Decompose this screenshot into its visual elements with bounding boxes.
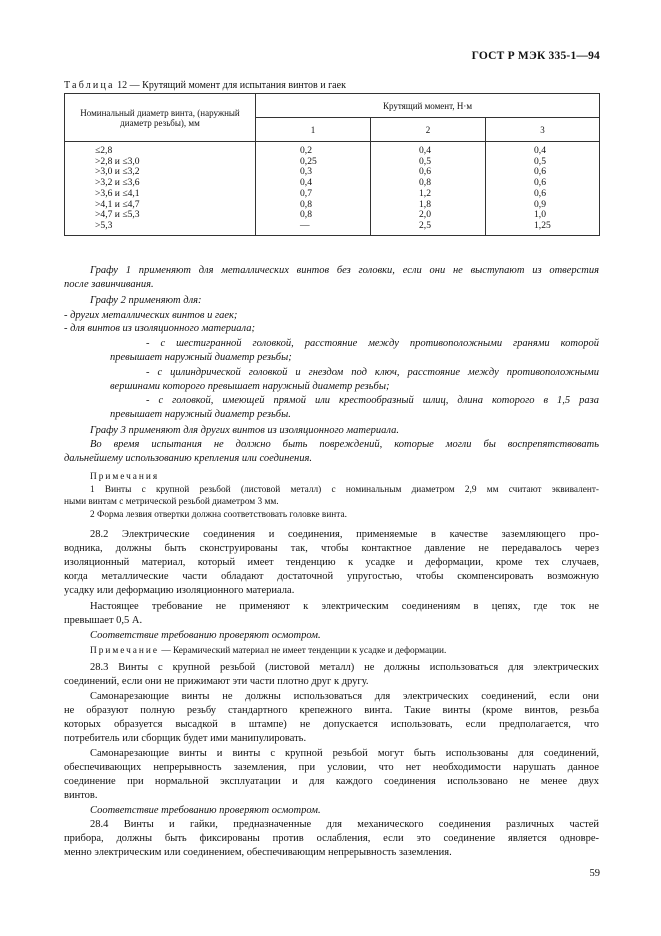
table-cell: 0,4 [419,145,431,156]
paragraph-text: когда металлические части обладают достаточной упругостью, чтобы скомпенсировать возможную [64,571,599,582]
paragraph-text: не образуют полную резьбу стандартного крепежного винта. Такие винты (кроме винтов, резьба [64,705,599,716]
note-body: — Керамический материал не имеет тенденции к усадке и деформации. [161,646,447,656]
table-cell: 0,6 [534,166,546,178]
table-cell: 0,4 [300,177,312,189]
note-text: 2 Форма лезвия отвертки должна соответствовать головке винта. [90,510,347,520]
list-item: превышает наружный диаметр резьбы; [110,352,292,363]
table-cell: 0,25 [300,155,317,167]
note-text: 1 Винты с крупной резьбой (листовой металл) с номинальным диаметром 2,9 мм считают эквивалент- [90,485,599,495]
table-cell: 1,2 [419,187,431,199]
column-diameter [65,142,256,236]
paragraph-text: Соответствие требованию проверяют осмотром. [90,630,321,641]
paragraph-text: обеспечивающих непрерывность заземления, при условии, что нет необходимости нарушать данное [64,762,599,773]
table-caption-word: Таблица [64,80,115,91]
table-cell: 0,8 [419,177,431,189]
paragraph-text: водника, должны быть сконструированы так, чтобы контактное давление не передавалось через [64,543,599,554]
table-cell: >3,0 и ≤3,2 [95,166,140,178]
note-text: ными винтам с метрической резьбой диаметром 3 мм. [64,497,279,507]
paragraph-text: прибора, должны быть фиксированы против ослабления, если это соединение является одновре- [64,833,599,844]
table-cell: 1,0 [534,209,546,221]
paragraph-text: соединение при нормальной эксплуатации и для каждого соединения использовано не менее двух [64,776,599,787]
table-cell: 2,5 [419,219,431,231]
paragraph-text: усадку или деформацию изоляционного материала. [64,585,295,596]
table-cell: 0,2 [300,145,312,156]
table-cell: 0,4 [534,145,546,156]
paragraph-text: после завинчивания. [64,279,154,290]
table-cell: >3,2 и ≤3,6 [95,177,140,189]
paragraph-text: Графу 3 применяют для других винтов из изоляционного материала. [90,425,399,436]
table-cell: 1,8 [419,198,431,210]
header-col-1: 1 [256,118,371,142]
table-cell: >2,8 и ≤3,0 [95,155,140,167]
paragraph-text: менно электрическим или соединением, обеспечивающим непрерывность заземления. [64,847,452,858]
table-cell: — [300,219,310,231]
table-cell: 0,6 [534,177,546,189]
table-cell: 0,6 [419,166,431,178]
paragraph-text: соединений, если они не прижимают эти части плотно друг к другу. [64,676,369,687]
paragraph-text: 28.2 Электрические соединения и соединения, применяемые в качестве заземляющего про- [90,529,599,540]
list-item: - с головкой, имеющей прямой или крестообразный шлиц, длина которого в 1,5 раза [146,395,599,406]
table-cell: >4,7 и ≤5,3 [95,209,140,221]
list-item: превышает наружный диаметр резьбы. [110,409,291,420]
header-col-2: 2 [371,118,486,142]
table-cell: >5,3 [95,219,113,231]
paragraph-text: 28.3 Винты с крупной резьбой (листовой металл) не должны использоваться для электрических [90,662,599,673]
paragraph-text: потребитель или сборщик будет ими манипулировать. [64,733,307,744]
document-header: ГОСТ Р МЭК 335-1—94 [471,50,600,62]
table-caption [64,80,346,91]
note-word: Примечание [90,646,159,656]
paragraph-text: 28.4 Винты и гайки, предназначенные для механического соединения различных частей [90,819,599,830]
paragraph-text: винтов. [64,790,98,801]
column-torque-3 [486,142,600,236]
torque-table [64,93,600,236]
list-item: - с цилиндрической головкой и гнездом под ключ, расстояние между противоположными [146,367,599,378]
header-nominal-diameter: Номинальный диаметр винта, (наружный диаметр резьбы), мм [65,94,256,142]
table-cell: >4,1 и ≤4,7 [95,198,140,210]
table-cell: ≤2,8 [95,145,113,156]
list-item: - с шестигранной головкой, расстояние между противоположными гранями которой [146,338,599,349]
table-cell: >3,6 и ≤4,1 [95,187,140,199]
column-torque-1 [256,142,371,236]
table-cell: 0,5 [534,155,546,167]
table-cell: 0,7 [300,187,312,199]
paragraph-text: Во время испытания не должно быть повреждений, которые могли бы воспрепятствовать [90,439,599,450]
table-cell: 0,5 [419,155,431,167]
table-cell: 0,6 [534,187,546,199]
page-number: 59 [589,868,600,879]
paragraph-text: Графу 1 применяют для металлических винтов без головки, если они не выступают из отверстия [90,265,599,276]
list-item: вершинами которого превышает наружный диаметр резьбы; [110,381,390,392]
table-cell: 1,25 [534,219,551,231]
notes-title: Примечания [90,472,160,482]
paragraph-text: Самонарезающие винты не должны использоваться для электрических соединений, если они [90,691,599,702]
paragraph-text: Соответствие требованию проверяют осмотром. [90,805,321,816]
table-cell: 0,8 [300,209,312,221]
paragraph-text: которых образуется высадкой в штампе) не допускается использовать, если предполагается, что [64,719,599,730]
header-torque: Крутящий момент, Н·м [256,94,600,118]
paragraph-text: Самонарезающие винты и винты с крупной резьбой могут быть использованы для соединений, [90,748,599,759]
note-text [64,645,599,657]
paragraph-text: Настоящее требование не применяют к электрическим соединениям в цепях, где ток не [90,601,599,612]
paragraph-text: Графу 2 применяют для: [90,295,202,306]
paragraph-text: изоляционный материал, который имеет тенденцию к усадке и деформации, кроме тех случаев, [64,557,599,568]
table-caption-title: — Крутящий момент для испытания винтов и гаек [129,80,346,91]
column-torque-2 [371,142,486,236]
paragraph-text: превышает 0,5 А. [64,615,143,626]
paragraph-text: дальнейшему использованию крепления или соединения. [64,453,312,464]
table-cell: 0,3 [300,166,312,178]
table-cell: 0,8 [300,198,312,210]
table-cell: 2,0 [419,209,431,221]
list-item: - других металлических винтов и гаек; [64,310,238,321]
list-item: - для винтов из изоляционного материала; [64,323,255,334]
header-col-3: 3 [486,118,600,142]
table-caption-number: 12 [117,80,128,91]
table-cell: 0,9 [534,198,546,210]
